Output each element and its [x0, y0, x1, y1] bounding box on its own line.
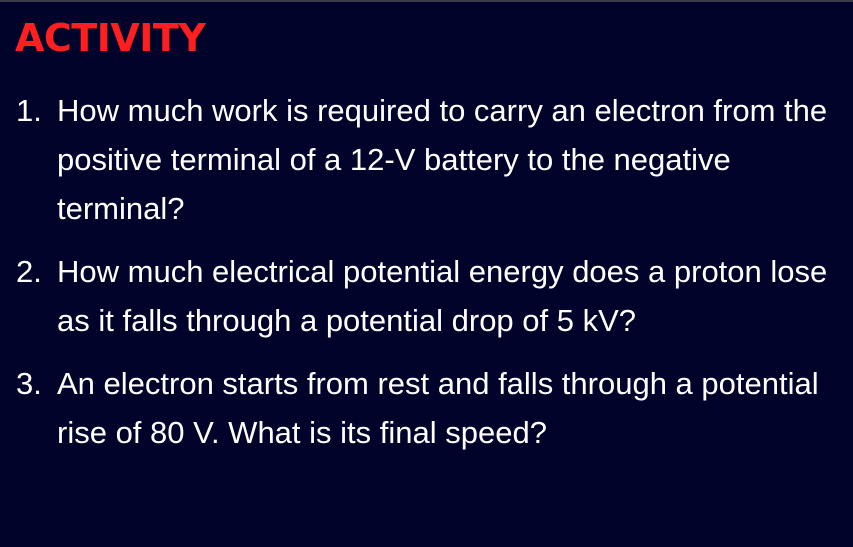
question-text: How much work is required to carry an electron from the positive terminal of a 12-V battery to the negative terminal?	[57, 93, 828, 226]
question-text: How much electrical potential energy does a proton lose as it falls through a potential drop of 5 kV?	[57, 254, 828, 338]
question-item-1	[0, 86, 853, 233]
slide-title: ACTIVITY	[15, 16, 206, 60]
question-number: 2.	[16, 254, 42, 289]
question-number: 1.	[16, 93, 42, 128]
question-text: An electron starts from rest and falls through a potential rise of 80 V. What is its final speed?	[57, 366, 819, 450]
question-number: 3.	[16, 366, 42, 401]
question-list	[0, 86, 853, 471]
question-item-2	[0, 247, 853, 345]
question-item-3	[0, 359, 853, 457]
